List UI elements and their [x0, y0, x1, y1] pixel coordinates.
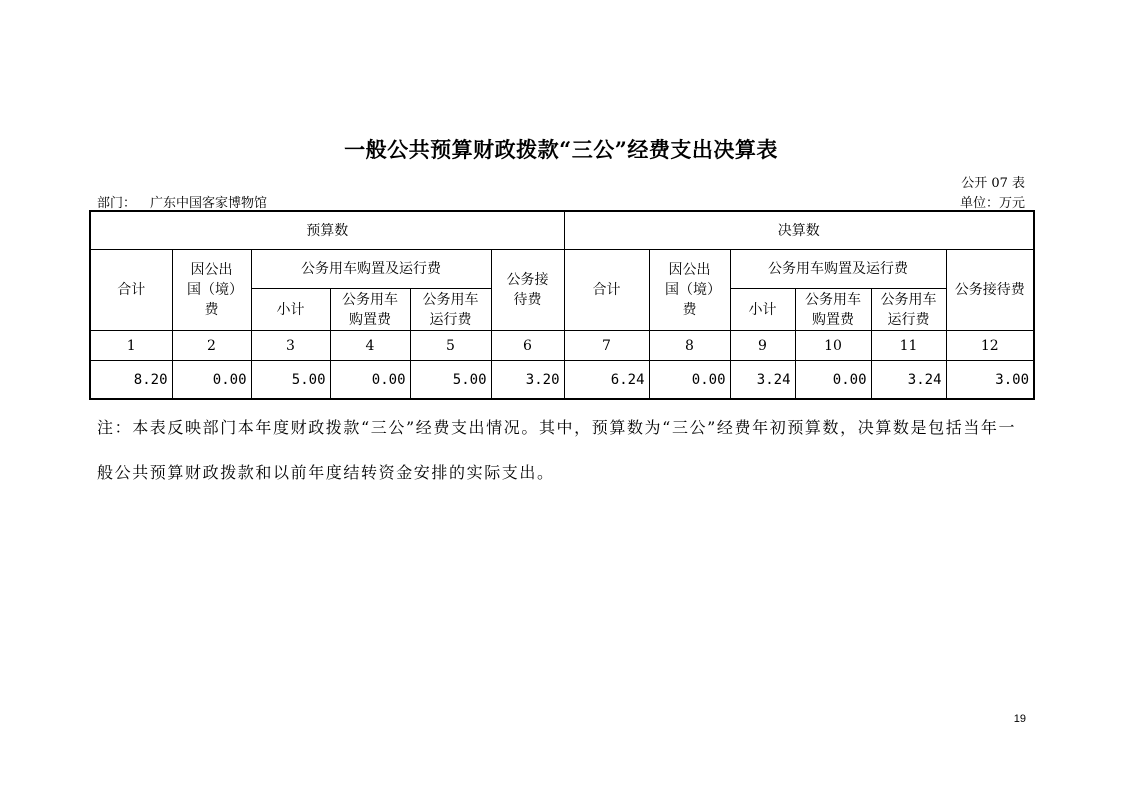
value-cell: 3.24 — [871, 361, 946, 400]
page-number: 19 — [1013, 713, 1026, 725]
header-vehicle-purchase-budget: 公务用车购置费 — [330, 289, 410, 331]
header-total-final: 合计 — [564, 250, 649, 331]
header-vehicle-running-final: 公务用车运行费 — [871, 289, 946, 331]
value-cell: 3.20 — [491, 361, 564, 400]
column-number: 10 — [795, 331, 871, 361]
column-number: 11 — [871, 331, 946, 361]
value-cell: 8.20 — [90, 361, 172, 400]
header-subtotal-budget: 小计 — [251, 289, 330, 331]
unit-label: 单位：万元 — [959, 196, 1025, 211]
column-number: 12 — [946, 331, 1034, 361]
final-header: 决算数 — [564, 211, 1034, 250]
column-number: 4 — [330, 331, 410, 361]
page-title: 一般公共预算财政拨款“三公”经费支出决算表 — [344, 137, 778, 162]
header-total-budget: 合计 — [90, 250, 172, 331]
value-cell: 0.00 — [330, 361, 410, 400]
department-name: 广东中国客家博物馆 — [150, 196, 268, 211]
header-vehicle-budget: 公务用车购置及运行费 — [251, 250, 491, 289]
department-label: 部门： — [97, 196, 137, 211]
header-subtotal-final: 小计 — [730, 289, 795, 331]
header-abroad-budget: 因公出国（境）费 — [172, 250, 251, 331]
value-cell: 0.00 — [649, 361, 730, 400]
header-abroad-final: 因公出国（境）费 — [649, 250, 730, 331]
column-number-row — [90, 331, 1034, 361]
value-cell: 3.00 — [946, 361, 1034, 400]
column-number: 8 — [649, 331, 730, 361]
budget-header: 预算数 — [90, 211, 564, 250]
table-note: 注：本表反映部门本年度财政拨款“三公”经费支出情况。其中，预算数为“三公”经费年初预算数，决算数是包括当年一般公共预算财政拨款和以前年度结转资金安排的实际支出。 — [97, 418, 1017, 482]
department-line — [97, 192, 267, 211]
value-cell: 5.00 — [410, 361, 491, 400]
form-number: 公开 07 表 — [961, 176, 1025, 191]
column-number: 3 — [251, 331, 330, 361]
values-row — [90, 361, 1034, 400]
header-reception-budget: 公务接待费 — [491, 250, 564, 331]
column-number: 7 — [564, 331, 649, 361]
value-cell: 0.00 — [172, 361, 251, 400]
header-vehicle-purchase-final: 公务用车购置费 — [795, 289, 871, 331]
header-vehicle-final: 公务用车购置及运行费 — [730, 250, 946, 289]
column-number: 9 — [730, 331, 795, 361]
header-vehicle-running-budget: 公务用车运行费 — [410, 289, 491, 331]
value-cell: 6.24 — [564, 361, 649, 400]
column-number: 1 — [90, 331, 172, 361]
header-reception-final: 公务接待费 — [946, 250, 1034, 331]
value-cell: 0.00 — [795, 361, 871, 400]
column-number: 2 — [172, 331, 251, 361]
column-number: 5 — [410, 331, 491, 361]
value-cell: 5.00 — [251, 361, 330, 400]
expenditure-table — [89, 210, 1035, 400]
column-number: 6 — [491, 331, 564, 361]
value-cell: 3.24 — [730, 361, 795, 400]
